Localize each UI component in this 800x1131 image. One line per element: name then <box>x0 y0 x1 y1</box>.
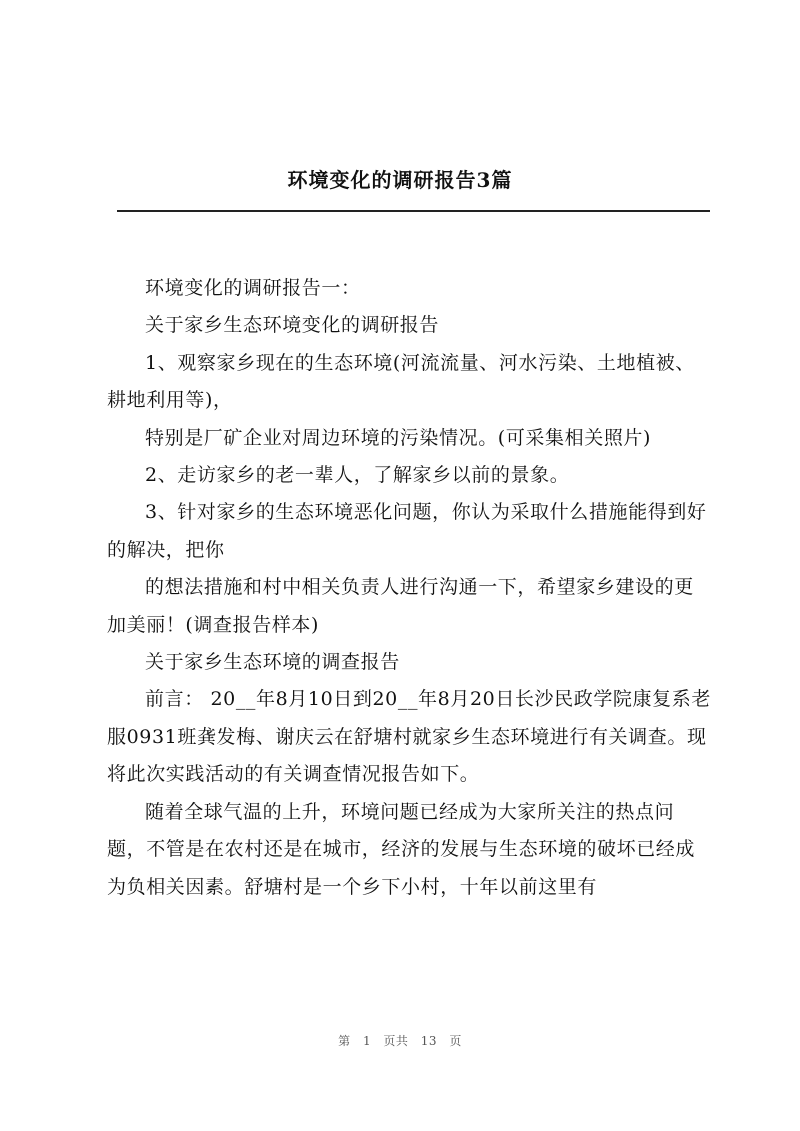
footer-prefix: 第 <box>338 1034 351 1048</box>
page-footer <box>0 1032 800 1049</box>
paragraph: 3、针对家乡的生态环境恶化问题，你认为采取什么措施能得到好的解决，把你 <box>107 501 707 561</box>
paragraph: 随着全球气温的上升，环境问题已经成为大家所关注的热点问题，不管是在农村还是在城市，经济的发展与生态环境的破坏已经成为负相关因素。舒塘村是一个乡下小村，十年以前这里有 <box>107 800 696 898</box>
paragraph: 的想法措施和村中相关负责人进行沟通一下，希望家乡建设的更加美丽！(调查报告样本) <box>107 576 694 636</box>
paragraph: 1、观察家乡现在的生态环境(河流流量、河水污染、土地植被、耕地利用等)， <box>107 351 695 412</box>
paragraph: 环境变化的调研报告一： <box>145 277 361 299</box>
document-title: 环境变化的调研报告3篇 <box>287 168 513 192</box>
footer-suffix: 页 <box>449 1034 462 1048</box>
footer-page-number: 1 <box>362 1034 372 1048</box>
paragraph: 特别是厂矿企业对周边环境的污染情况。(可采集相关照片) <box>145 426 652 449</box>
paragraph: 关于家乡生态环境变化的调研报告 <box>145 314 440 337</box>
document-body <box>107 270 713 906</box>
paragraph: 关于家乡生态环境的调查报告 <box>145 651 400 674</box>
paragraph: 2、走访家乡的老一辈人，了解家乡以前的景象。 <box>145 464 570 487</box>
footer-total-pages: 13 <box>420 1034 438 1048</box>
paragraph: 前言： 20__年8月10日到20__年8月20日长沙民政学院康复系老服0931班龚发梅、谢庆云在舒塘村就家乡生态环境进行有关调查。现将此次实践活动的有关调查情况报告如下。 <box>107 688 711 786</box>
footer-middle: 页共 <box>383 1034 409 1048</box>
title-divider <box>117 210 710 212</box>
